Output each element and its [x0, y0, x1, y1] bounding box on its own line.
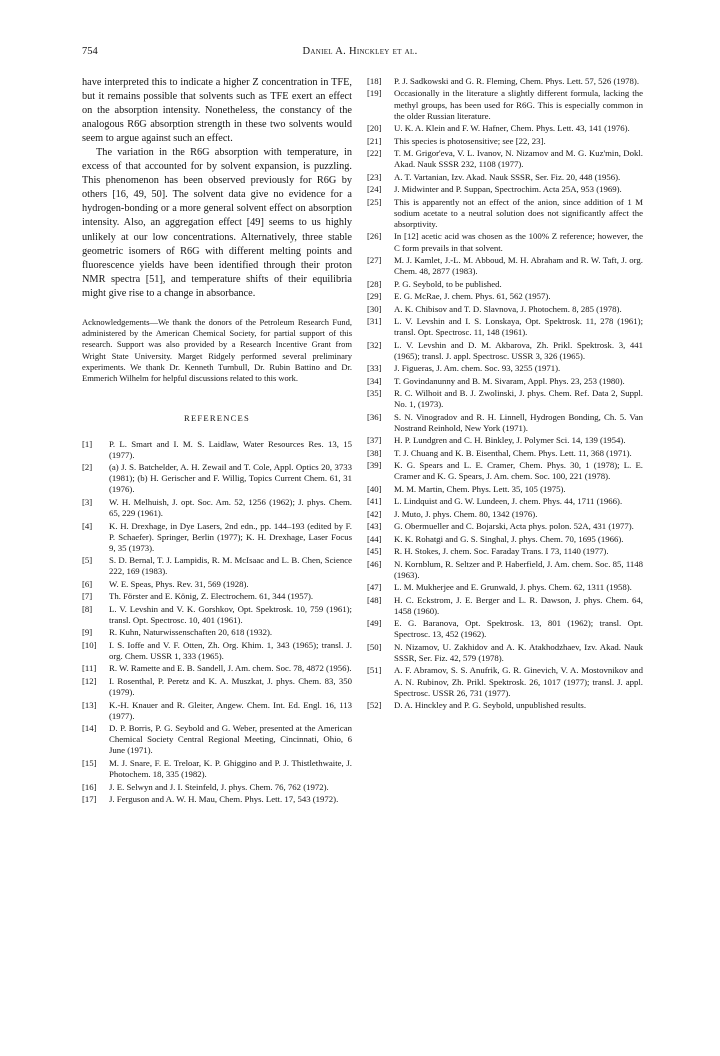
- reference-number: [7]: [82, 591, 93, 602]
- reference-item: [367, 642, 643, 664]
- reference-number: [45]: [367, 546, 382, 557]
- reference-item: [367, 291, 643, 302]
- reference-number: [27]: [367, 255, 382, 266]
- reference-item: [82, 591, 352, 602]
- reference-number: [19]: [367, 88, 382, 99]
- reference-number: [10]: [82, 639, 97, 650]
- reference-text: N. Kornblum, R. Seltzer and P. Haberfield, J. Am. chem. Soc. 85, 1148 (1963).: [394, 558, 643, 580]
- reference-number: [23]: [367, 171, 382, 182]
- reference-text: J. Muto, J. phys. Chem. 80, 1342 (1976).: [394, 508, 538, 519]
- reference-text: I. Rosenthal, P. Peretz and K. A. Muszkat, J. phys. Chem. 83, 350 (1979).: [109, 675, 352, 698]
- reference-item: [82, 497, 352, 519]
- reference-number: [41]: [367, 496, 382, 507]
- reference-item: [367, 582, 643, 593]
- reference-text: In [12] acetic acid was chosen as the 100% Z reference; however, the C form prevails in that solvent.: [394, 231, 643, 253]
- reference-text: D. P. Borris, P. G. Seybold and G. Weber, presented at the American Chemical Society Central Regional Meeting, Cincinnati, Ohio, 6 June (1971).: [109, 723, 352, 756]
- reference-text: H. P. Lundgren and C. H. Binkley, J. Polymer Sci. 14, 139 (1954).: [394, 435, 626, 446]
- reference-text: E. G. Baranova, Opt. Spektrosk. 13, 801 (1962); transl. Opt. Spectrosc. 13, 452 (1962).: [394, 618, 643, 640]
- reference-number: [46]: [367, 558, 382, 569]
- left-column: [82, 76, 352, 806]
- reference-number: [16]: [82, 781, 97, 792]
- page-number: 754: [82, 46, 98, 57]
- reference-item: [367, 197, 643, 230]
- reference-number: [34]: [367, 375, 382, 386]
- reference-item: [367, 700, 643, 711]
- reference-item: [367, 88, 643, 121]
- reference-item: [367, 412, 643, 434]
- reference-item: [367, 448, 643, 459]
- reference-item: [367, 559, 643, 581]
- reference-text: M. J. Kamlet, J.-L. M. Abboud, M. H. Abraham and R. W. Taft, J. org. Chem. 48, 2877 (1983).: [394, 255, 643, 277]
- reference-text: A. K. Chibisov and T. D. Slavnova, J. Photochem. 8, 285 (1978).: [394, 303, 622, 314]
- reference-text: A. T. Vartanian, Izv. Akad. Nauk SSSR, Ser. Fiz. 20, 448 (1956).: [394, 171, 621, 182]
- reference-number: [25]: [367, 196, 382, 207]
- reference-item: [82, 555, 352, 577]
- reference-text: E. G. McRae, J. chem. Phys. 61, 562 (1957).: [394, 291, 551, 302]
- reference-item: [367, 255, 643, 277]
- reference-item: [82, 794, 352, 805]
- reference-text: This species is photosensitive; see [22, 23].: [394, 135, 546, 146]
- reference-text: I. S. Ioffe and V. F. Otten, Zh. Org. Khim. 1, 343 (1965); transl. J. org. Chem. USSR 1, 333 (1965).: [109, 639, 352, 662]
- reference-number: [22]: [367, 148, 382, 159]
- reference-item: [367, 509, 643, 520]
- reference-text: H. C. Eckstrom, J. E. Berger and L. R. Dawson, J. phys. Chem. 64, 1458 (1960).: [394, 594, 643, 616]
- reference-text: This is apparently not an effect of the anion, since addition of 1 M sodium acetate to a neutral solution does not significantly affect the absorptivity.: [394, 196, 643, 229]
- reference-number: [36]: [367, 411, 382, 422]
- reference-item: [367, 376, 643, 387]
- reference-item: [367, 231, 643, 253]
- reference-number: [32]: [367, 339, 382, 350]
- reference-text: K. H. Drexhage, in Dye Lasers, 2nd edn., pp. 144–193 (edited by F. P. Schaefer). Springer, Berlin (1977); K. H. Drexhage, Laser Focus 9, 35 (1973).: [109, 520, 352, 553]
- reference-number: [9]: [82, 627, 93, 638]
- reference-text: L. Lindquist and G. W. Lundeen, J. chem. Phys. 44, 1711 (1966).: [394, 496, 623, 507]
- reference-item: [82, 462, 352, 495]
- reference-text: W. E. Speas, Phys. Rev. 31, 569 (1928).: [109, 578, 249, 589]
- reference-number: [26]: [367, 231, 382, 242]
- reference-item: [367, 148, 643, 170]
- reference-item: [367, 618, 643, 640]
- reference-number: [38]: [367, 447, 382, 458]
- reference-item: [367, 496, 643, 507]
- reference-item: [367, 546, 643, 557]
- reference-text: J. Figueras, J. Am. chem. Soc. 93, 3255 (1971).: [394, 363, 561, 374]
- reference-item: [367, 534, 643, 545]
- reference-item: [367, 595, 643, 617]
- reference-text: G. Obermueller and C. Bojarski, Acta phys. polon. 52A, 431 (1977).: [394, 521, 634, 532]
- reference-item: [82, 521, 352, 554]
- reference-item: [82, 758, 352, 780]
- reference-text: R. C. Wilhoit and B. J. Zwolinski, J. phys. Chem. Ref. Data 2, Suppl. No. 1, (1973).: [394, 388, 643, 410]
- reference-number: [40]: [367, 483, 382, 494]
- references-heading: REFERENCES: [184, 412, 250, 423]
- reference-number: [3]: [82, 496, 93, 507]
- reference-text: J. E. Selwyn and J. I. Steinfeld, J. phys. Chem. 76, 762 (1972).: [109, 781, 329, 792]
- reference-item: [367, 460, 643, 482]
- reference-number: [51]: [367, 665, 382, 676]
- reference-number: [18]: [367, 76, 382, 86]
- right-column: [367, 76, 643, 713]
- reference-item: [367, 521, 643, 532]
- reference-number: [50]: [367, 641, 382, 652]
- reference-number: [12]: [82, 675, 97, 686]
- reference-number: [52]: [367, 700, 382, 711]
- reference-text: M. M. Martin, Chem. Phys. Lett. 35, 105 (1975).: [394, 483, 566, 494]
- reference-number: [35]: [367, 388, 382, 399]
- reference-list-right: [367, 76, 643, 711]
- reference-number: [20]: [367, 123, 382, 134]
- reference-text: L. V. Levshin and I. S. Lonskaya, Opt. Spektrosk. 11, 278 (1961); transl. Opt. Spectrosc. 11, 148 (1961).: [394, 315, 643, 338]
- reference-number: [28]: [367, 278, 382, 289]
- reference-item: [367, 484, 643, 495]
- reference-number: [8]: [82, 603, 93, 614]
- reference-text: L. M. Mukherjee and E. Grunwald, J. phys. Chem. 62, 1311 (1958).: [394, 582, 632, 593]
- reference-text: K.-H. Knauer and R. Gleiter, Angew. Chem. Int. Ed. Engl. 16, 113 (1977).: [109, 699, 352, 721]
- reference-number: [11]: [82, 663, 97, 674]
- reference-text: U. K. A. Klein and F. W. Hafner, Chem. Phys. Lett. 43, 141 (1976).: [394, 123, 630, 134]
- reference-number: [5]: [82, 555, 93, 566]
- reference-text: (a) J. S. Batchelder, A. H. Zewail and T. Cole, Appl. Optics 20, 3733 (1981); (b) H. Gerischer and F. Willig, Topics Current Chem. 61, 31 (1976).: [109, 462, 352, 495]
- reference-text: W. H. Melhuish, J. opt. Soc. Am. 52, 1256 (1962); J. phys. Chem. 65, 229 (1961).: [109, 496, 352, 519]
- reference-text: N. Nizamov, U. Zakhidov and A. K. Atakhodzhaev, Izv. Akad. Nauk SSSR, Ser. Fiz. 42, 579 (1978).: [394, 641, 643, 663]
- reference-number: [29]: [367, 291, 382, 302]
- reference-item: [367, 184, 643, 195]
- reference-number: [42]: [367, 508, 382, 519]
- reference-item: [82, 782, 352, 793]
- reference-text: T. J. Chuang and K. B. Eisenthal, Chem. Phys. Lett. 11, 368 (1971).: [394, 447, 632, 458]
- reference-number: [47]: [367, 582, 382, 593]
- reference-item: [367, 304, 643, 315]
- reference-item: [367, 340, 643, 362]
- reference-number: [44]: [367, 533, 382, 544]
- reference-text: Occasionally in the literature a slightly different formula, lacking the methyl groups, has been used for R6G. This is especially common in the older Russian literature.: [394, 88, 643, 121]
- reference-number: [14]: [82, 723, 97, 734]
- reference-item: [367, 279, 643, 290]
- reference-item: [82, 640, 352, 662]
- reference-number: [39]: [367, 460, 382, 471]
- reference-text: T. M. Grigor'eva, V. L. Ivanov, N. Nizamov and M. G. Kuz'min, Dokl. Akad. Nauk SSSR 232, 1108 (1977).: [394, 148, 643, 170]
- reference-number: [1]: [82, 438, 93, 449]
- reference-text: P. L. Smart and I. M. S. Laidlaw, Water Resources Res. 13, 15 (1977).: [109, 438, 352, 460]
- reference-item: [82, 627, 352, 638]
- body-paragraph: The variation in the R6G absorption with temperature, in excess of that accounted for by solvent expansion, is puzzling. This phenomenon has been observed previously for R6G by others [16, 49, 50]. The solvent data give no evidence for a hydrogen-bonding or a more general solvent effect on absorption intensity. Also, an aggregation effect [49] seems to us highly unlikely at our low concentrations. Alternatively, three stable geometric isomers of R6G with different melting points and fluorescence yields have been identified through their proton NMR spectra [51], and temperature shifts of their equilibria might give rise to a change in absorbance.: [82, 147, 352, 299]
- reference-number: [13]: [82, 699, 97, 710]
- reference-item: [367, 172, 643, 183]
- reference-item: [82, 579, 352, 590]
- reference-number: [24]: [367, 184, 382, 195]
- reference-item: [367, 136, 643, 147]
- reference-text: P. G. Seybold, to be published.: [394, 278, 502, 289]
- reference-item: [82, 723, 352, 756]
- reference-text: M. J. Snare, F. E. Treloar, K. P. Ghiggino and P. J. Thistlethwaite, J. Photochem. 18, 335 (1982).: [109, 757, 352, 780]
- reference-text: S. N. Vinogradov and R. H. Linnell, Hydrogen Bonding, Ch. 5. Van Nostrand Reinhold, New York (1971).: [394, 411, 643, 433]
- reference-item: [367, 388, 643, 410]
- reference-item: [82, 604, 352, 626]
- reference-number: [15]: [82, 757, 97, 768]
- reference-number: [33]: [367, 363, 382, 374]
- reference-item: [367, 123, 643, 134]
- body-paragraph: have interpreted this to indicate a higher Z concentration in TFE, but it remains possible that solvents such as TFE exert an effect on the absorption intensity. Nonetheless, the constancy of the analogous R6G absorption strength in these two solvents would seem to argue against such an effect.: [82, 77, 352, 145]
- reference-number: [21]: [367, 135, 382, 146]
- reference-item: [82, 676, 352, 698]
- reference-number: [37]: [367, 435, 382, 446]
- reference-text: K. K. Rohatgi and G. S. Singhal, J. phys. Chem. 70, 1695 (1966).: [394, 533, 624, 544]
- reference-number: [31]: [367, 315, 382, 326]
- reference-item: [82, 663, 352, 674]
- acknowledgements: Acknowledgements—We thank the donors of the Petroleum Research Fund, administered by the American Chemical Society, for partial support of this research. Support was also provided by a Research Incentive Grant from Wright State University. Marget Ridgely performed several preliminary experiments. We thank Dr. Kenneth Turnbull, Dr. Rubin Battino and Dr. Emmerich Wilhelm for helpful discussions related to this work.: [82, 316, 352, 384]
- reference-text: A. F. Abramov, S. S. Anufrik, G. R. Ginevich, V. A. Mostovnikov and A. N. Rubinov, Zh. Prikl. Spektrosk. 26, 1017 (1977); transl. J. appl. Spectrosc. USSR 26, 731 (1977).: [394, 665, 643, 698]
- reference-text: J. Ferguson and A. W. H. Mau, Chem. Phys. Lett. 17, 543 (1972).: [109, 793, 339, 804]
- reference-text: T. Govindanunny and B. M. Sivaram, Appl. Phys. 23, 253 (1980).: [394, 375, 625, 386]
- reference-text: L. V. Levshin and V. K. Gorshkov, Opt. Spektrosk. 10, 759 (1961); transl. Opt. Spectrosc. 10, 401 (1961).: [109, 603, 352, 625]
- reference-text: P. J. Sadkowski and G. R. Fleming, Chem. Phys. Lett. 57, 526 (1978).: [394, 76, 640, 86]
- running-head: Daniel A. Hinckley et al.: [302, 46, 418, 57]
- reference-item: [82, 700, 352, 722]
- reference-item: [367, 316, 643, 338]
- reference-number: [2]: [82, 462, 93, 473]
- reference-text: L. V. Levshin and D. M. Akbarova, Zh. Prikl. Spektrosk. 3, 441 (1965); transl. J. appl. Spectrosc. USSR 3, 326 (1965).: [394, 339, 643, 361]
- reference-number: [49]: [367, 618, 382, 629]
- reference-text: D. A. Hinckley and P. G. Seybold, unpublished results.: [394, 700, 587, 711]
- reference-number: [43]: [367, 521, 382, 532]
- reference-number: [6]: [82, 578, 93, 589]
- reference-item: [367, 363, 643, 374]
- reference-item: [367, 435, 643, 446]
- reference-text: J. Midwinter and P. Suppan, Spectrochim. Acta 25A, 953 (1969).: [394, 184, 622, 195]
- reference-text: R. H. Stokes, J. chem. Soc. Faraday Trans. I 73, 1140 (1977).: [394, 546, 609, 557]
- reference-item: [367, 76, 643, 87]
- reference-item: [82, 439, 352, 461]
- reference-text: R. Kuhn, Naturwissenschaften 20, 618 (1932).: [109, 627, 273, 638]
- reference-number: [4]: [82, 520, 93, 531]
- reference-number: [30]: [367, 303, 382, 314]
- reference-text: Th. Förster and E. König, Z. Electrochem. 61, 344 (1957).: [109, 591, 314, 602]
- reference-text: R. W. Ramette and E. B. Sandell, J. Am. chem. Soc. 78, 4872 (1956).: [109, 663, 352, 674]
- reference-text: K. G. Spears and L. E. Cramer, Chem. Phys. 30, 1 (1978); L. E. Cramer and K. G. Spears, J. Am. chem. Soc. 100, 221 (1978).: [394, 460, 643, 482]
- reference-number: [17]: [82, 793, 97, 804]
- reference-number: [48]: [367, 594, 382, 605]
- reference-text: S. D. Bernal, T. J. Lampidis, R. M. McIsaac and L. B. Chen, Science 222, 169 (1983).: [109, 555, 352, 577]
- reference-list-left: [82, 439, 352, 806]
- reference-item: [367, 665, 643, 698]
